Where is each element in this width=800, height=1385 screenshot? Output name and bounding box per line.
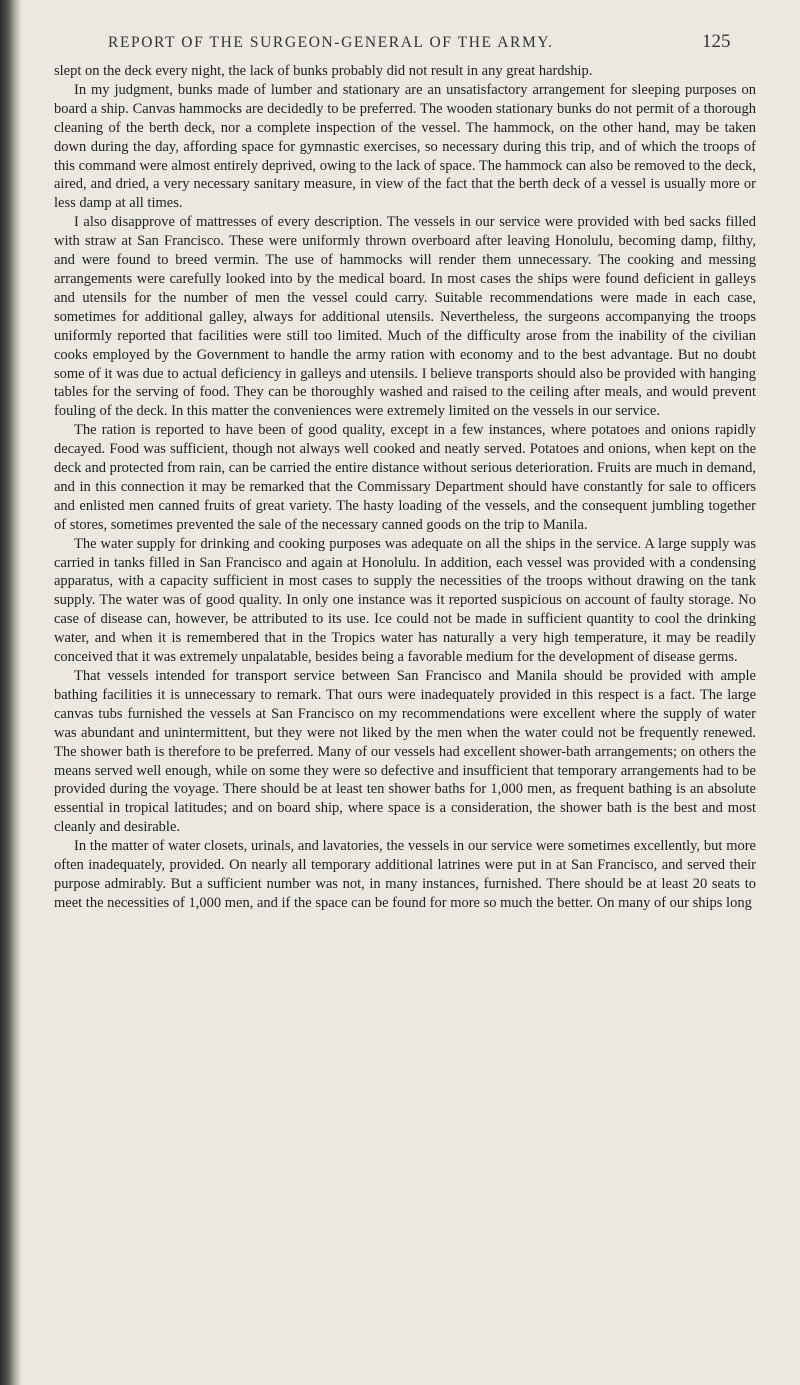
paragraph-mattresses: I also disapprove of mattresses of every description. The vessels in our service were provided with bed sacks filled with straw at San Francisco. These were uniformly thrown overboard after leaving Honolulu, becoming damp, filthy, and were found to breed vermin. The use of hammocks will render them unnecessary. The cooking and messing arrangements were carefully looked into by the medical board. In most cases the ships were found deficient in galleys and utensils for the number of men the vessel could carry. Suitable recommendations were made in each case, sometimes for additional galley, always for additional utensils. Nevertheless, the surgeons accompanying the troops uniformly reported that facilities were still too limited. Much of the difficulty arose from the inability of the civilian cooks employed by the Government to handle the army ration with economy and to the best advantage. But no doubt some of it was due to actual deficiency in galleys and utensils. I believe transports should also be provided with hanging tables for the serving of food. They can be thoroughly washed and raised to the ceiling after meals, and would prevent fouling of the deck. In this matter the conveniences were extremely limited on the vessels in our service. [54,214,756,420]
paragraph-water-supply: The water supply for drinking and cooking purposes was adequate on all the ships in the service. A large supply was carried in tanks filled in San Francisco and again at Honolulu. In addition, each vessel was provided with a condensing apparatus, with a capacity sufficient in most cases to supply the necessities of the troops without drawing on the tank supply. The water was of good quality. In only one instance was it reported suspicious on account of faulty storage. No case of disease can, however, be attributed to its use. Ice could not be made in sufficient quantity to cool the drinking water, and when it is remembered that in the Tropics water has naturally a very high temperature, it may be readily conceived that it was extremely unpalatable, besides being a favorable medium for the development of disease germs. [54,535,756,666]
running-head: REPORT OF THE SURGEON-GENERAL OF THE ARMY. [108,34,554,51]
paragraph-bunks: In my judgment, bunks made of lumber and stationary are an unsatisfactory arrangement for sleeping purposes on board a ship. Canvas hammocks are decidedly to be preferred. The wooden stationary bunks do not permit of a thorough cleaning of the berth deck, nor a complete inspection of the vessel. The hammock, on the other hand, may be taken down during the day, affording space for gymnastic exercises, so necessary during this trip, and of which the troops of this command were almost entirely deprived, owing to the lack of space. The hammock can also be removed to the deck, aired, and dried, a very necessary sanitary measure, in view of the fact that the berth deck of a vessel is usually more or less damp at all times. [54,81,756,212]
page-header [0,31,800,56]
paragraph-ration: The ration is reported to have been of good quality, except in a few instances, where potatoes and onions rapidly decayed. Food was sufficient, though not always well cooked and neatly served. Potatoes and onions, when kept on the deck and protected from rain, can be carried the entire distance without serious deterioration. Fruits are much in demand, and in this connection it may be remarked that the Commissary Department should have constantly for sale to officers and enlisted men canned fruits of great variety. The hasty loading of the vessels, and the consequent jumbling together of stores, sometimes prevented the sale of the necessary canned goods on the trip to Manila. [54,422,756,533]
page-binding-edge [0,0,22,1385]
body-text [54,62,756,913]
page-number: 125 [702,31,731,52]
paragraph-water-closets: In the matter of water closets, urinals, and lavatories, the vessels in our service were sometimes excellently, but more often inadequately, provided. On nearly all temporary additional latrines were put in at San Francisco, and served their purpose admirably. But a sufficient number was not, in many instances, furnished. There should be at least 20 seats to meet the necessities of 1,000 men, and if the space can be found for more so much the better. On many of our ships long [54,838,756,911]
paragraph-continued: slept on the deck every night, the lack of bunks probably did not result in any great hardship. [54,63,593,79]
paragraph-bathing: That vessels intended for transport service between San Francisco and Manila should be provided with ample bathing facilities it is unnecessary to remark. That ours were inadequately provided in this respect is a fact. The large canvas tubs furnished the vessels at San Francisco on my recommendations were excellent where the supply of water was abundant and unintermittent, but they were not liked by the men when the water could not be frequently renewed. The shower bath is therefore to be preferred. Many of our vessels had excellent shower-bath arrangements; on others the means served well enough, while on some they were so defective and insufficient that temporary arrangements had to be provided during the voyage. There should be at least ten shower baths for 1,000 men, as frequent bathing is an absolute essential in tropical latitudes; and on board ship, where space is a consideration, the shower bath is the best and most cleanly and desirable. [54,668,756,836]
